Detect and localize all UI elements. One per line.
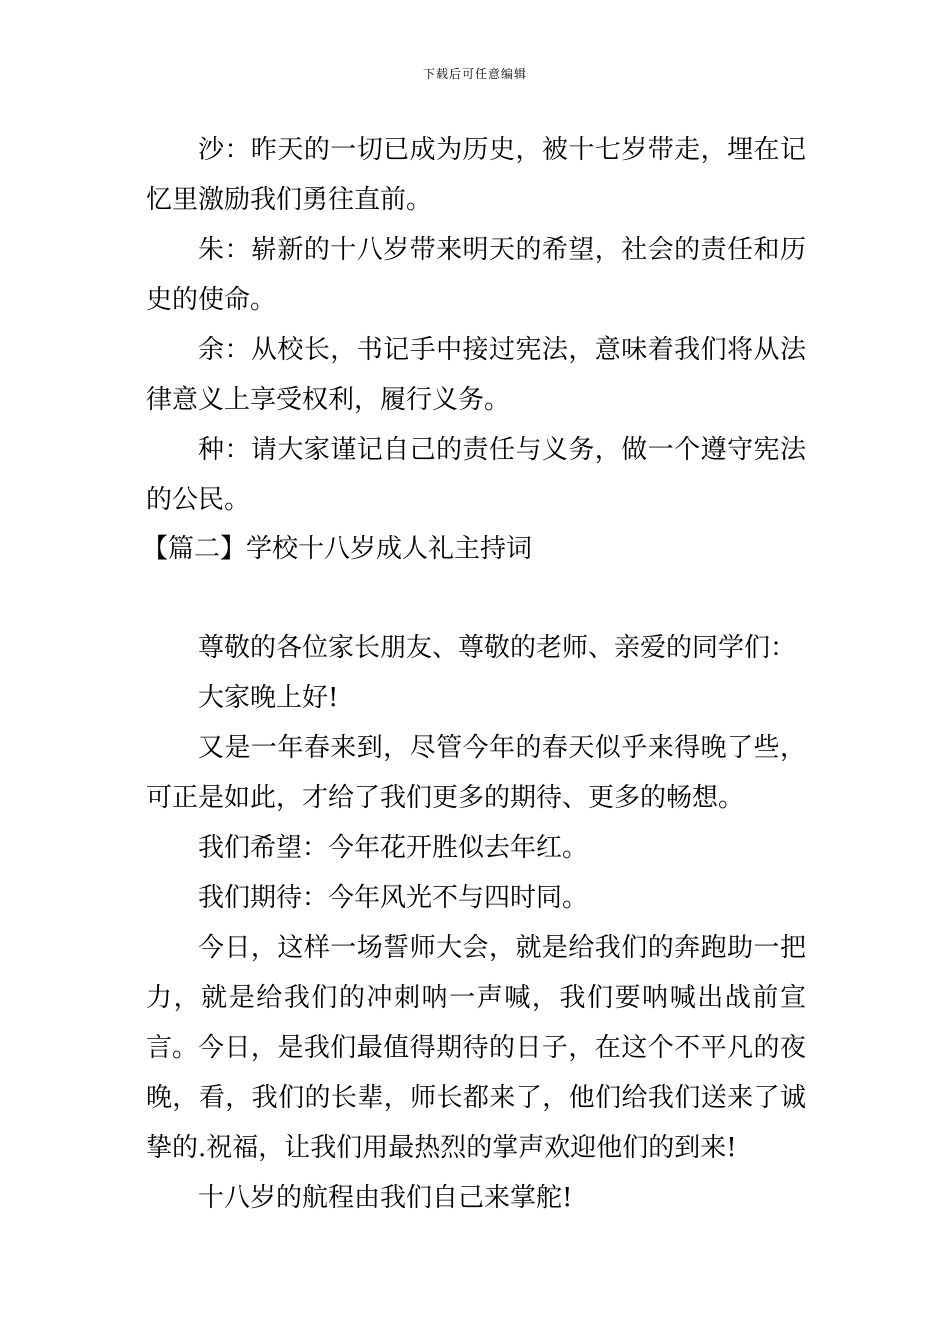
paragraph-yu: 余：从校长，书记手中接过宪法，意味着我们将从法律意义上享受权利，履行义务。 [146,335,806,415]
paragraph-zhu: 朱：崭新的十八岁带来明天的希望，社会的责任和历史的使命。 [146,235,806,315]
page-header-note: 下载后可任意编辑 [422,67,527,81]
paragraph-sha: 沙：昨天的一切已成为历史，被十七岁带走，埋在记忆里激励我们勇往直前。 [146,135,806,215]
paragraph-hope: 我们希望：今年花开胜似去年红。 [198,833,589,863]
paragraph-rally: 今日，这样一场誓师大会，就是给我们的奔跑助一把力，就是给我们的冲刺呐一声喊，我们要呐喊出战前宣言。 [146,933,806,1063]
paragraph-today: 今日，是我们最值得期待的日子，在这个不平凡的夜晚，看，我们的长辈，师长都来了，他们给我们送来了诚挚的.祝福，让我们用最热烈的掌声欢迎他们的到来! [146,1033,806,1163]
paragraph-voyage: 十八岁的航程由我们自己来掌舵! [198,1183,573,1213]
paragraph-expect: 我们期待：今年风光不与四时同。 [198,883,589,913]
paragraph-zhong: 种：请大家谨记自己的责任与义务，做一个遵守宪法的公民。 [146,435,806,515]
paragraph-greeting: 大家晚上好! [198,683,339,713]
paragraph-greeting-addressees: 尊敬的各位家长朋友、尊敬的老师、亲爱的同学们： [198,633,797,663]
section-heading: 【篇二】学校十八岁成人礼主持词 [142,534,533,564]
paragraph-spring: 又是一年春来到，尽管今年的春天似乎来得晚了些，可正是如此，才给了我们更多的期待、更多的畅想。 [146,733,806,813]
